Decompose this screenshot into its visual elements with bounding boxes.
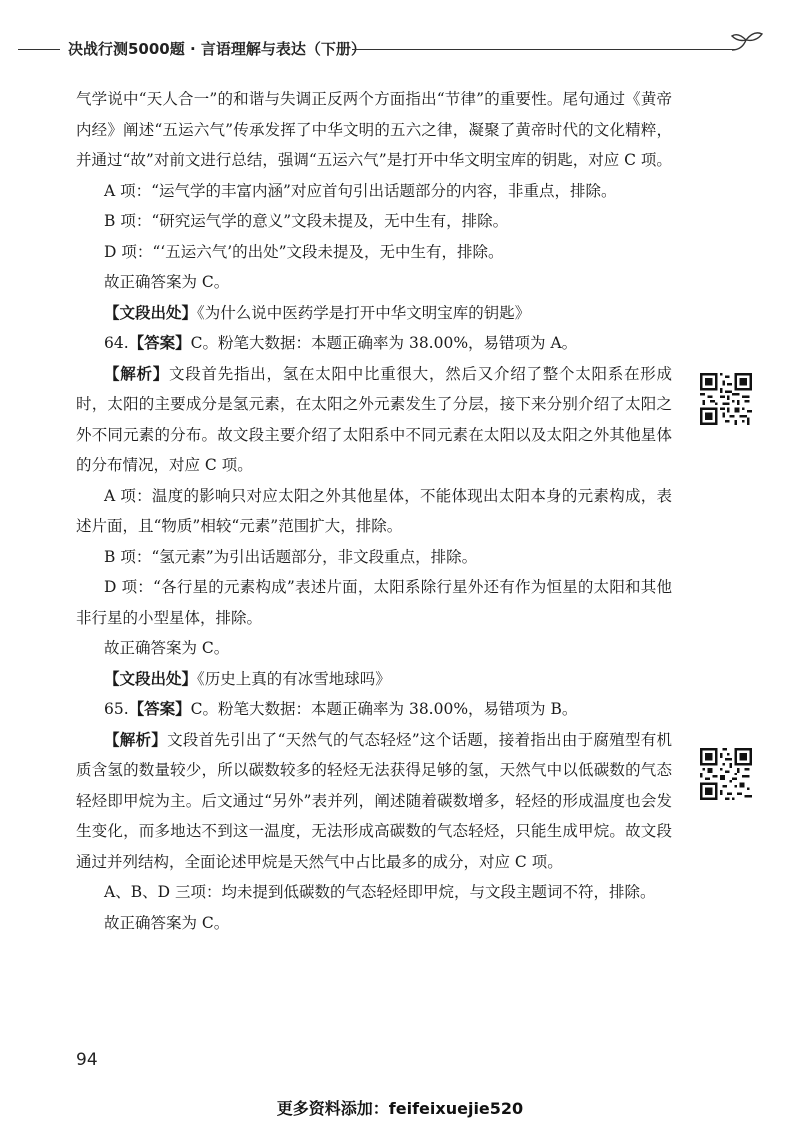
analysis-paragraph: 【解析】文段首先引出了“天然气的气态轻烃”这个话题，接着指出由于腐殖型有机质含氢的数量较少，所以碳数较多的轻烃无法获得足够的氢，天然气中以低碳数的气态轻烃即甲烷为主。后文通过“另外”表并列，阐述随着碳数增多，轻烃的形成温度也会发生变化，而多地达不到这一温度，无法形成高碳数的气态轻烃，只能生成甲烷。故文段通过并列结构，全面论述甲烷是天然气中占比最多的成分，对应 C 项。 [76,729,672,871]
header-rule-right [352,49,735,50]
paragraph: D 项：“各行星的元素构成”表述片面，太阳系除行星外还有作为恒星的太阳和其他非行星的小型星体，排除。 [76,578,672,627]
paragraph: 故正确答案为 C。 [104,273,230,291]
paragraph: 气学说中“天人合一”的和谐与失调正反两个方面指出“节律”的重要性。尾句通过《黄帝内经》阐述“五运六气”传承发挥了中华文明的五六之律，凝聚了黄帝时代的文化精粹，并通过“故”对前文进行总结，强调“五运六气”是打开中华文明宝库的钥匙，对应 C 项。 [76,90,672,169]
paragraph: 故正确答案为 C。 [104,913,230,932]
book-title: 决战行测5000题 · 言语理解与表达（下册） [68,40,366,58]
header-rule-left [18,49,60,50]
analysis-paragraph: 【解析】文段首先指出，氢在太阳中比重很大，然后又介绍了整个太阳系在形成时，太阳的主要成分是氢元素，在太阳之外元素发生了分层，接下来分别介绍了太阳之外不同元素的分布。故文段主要介绍了太阳系中不同元素在太阳以及太阳之外其他星体的分布情况，对应 C 项。 [76,363,672,474]
paragraph: A、B、D 三项：均未提到低碳数的气态轻烃即甲烷，与文段主题词不符，排除。 [104,883,656,901]
page-body [76,84,672,938]
footer-note: 更多资料添加：feifeixuejie520 [276,1099,524,1118]
page-number: 94 [76,1050,98,1070]
qr-code-icon [700,373,752,425]
paragraph: A 项：“运气学的丰富内涵”对应首句引出话题部分的内容，非重点，排除。 [104,181,617,200]
paragraph: B 项：“氢元素”为引出话题部分，非文段重点，排除。 [104,547,478,566]
source-line: 【文段出处】《历史上真的有冰雪地球吗》 [104,668,391,688]
answer-line-64: 64.【答案】C。粉笔大数据：本题正确率为 38.00%，易错项为 A。 [104,333,578,352]
sprout-icon [728,30,768,66]
running-header [0,36,800,62]
answer-line-65: 65.【答案】C。粉笔大数据：本题正确率为 38.00%，易错项为 B。 [104,699,578,718]
qr-code-icon [700,748,752,800]
paragraph: 故正确答案为 C。 [104,639,230,657]
source-line: 【文段出处】《为什么说中医药学是打开中华文明宝库的钥匙》 [104,302,531,322]
paragraph: A 项：温度的影响只对应太阳之外其他星体，不能体现出太阳本身的元素构成，表述片面，且“物质”相较“元素”范围扩大，排除。 [76,486,672,535]
paragraph: B 项：“研究运气学的意义”文段未提及，无中生有，排除。 [104,212,509,230]
paragraph: D 项：“‘五运六气’的出处”文段未提及，无中生有，排除。 [104,242,504,261]
